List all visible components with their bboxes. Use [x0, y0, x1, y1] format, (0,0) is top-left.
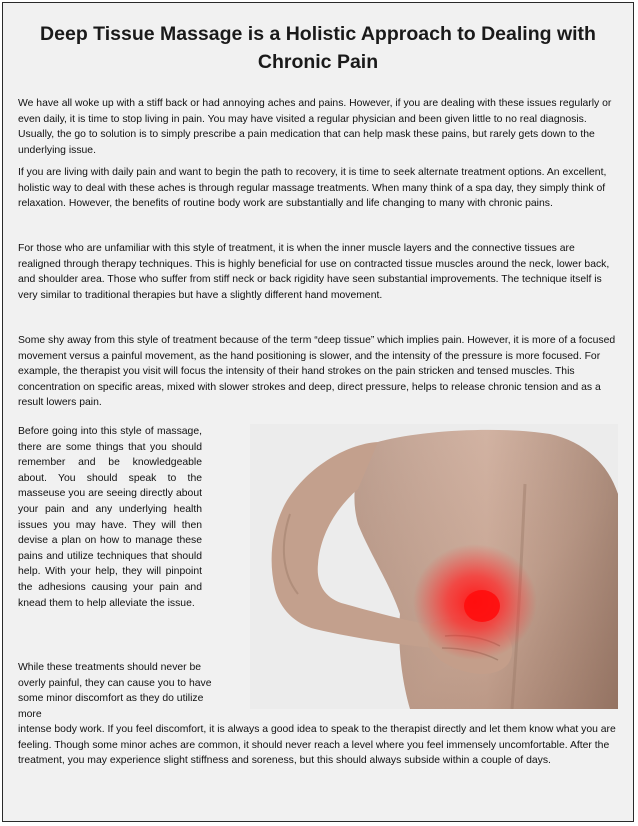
- paragraph-1: We have all woke up with a stiff back or had annoying aches and pains. However, if you are dealing with these issues regularly or even daily, it is time to stop living in pain. You may have visited a regular physician and been given little to no real diagnosis. Usually, the go to solution is to simply prescribe a pain medication that can help mask these pains, but rarely gets down to the underlying issue.: [18, 98, 612, 156]
- paragraph-5: Before going into this style of massage, there are some things that you should remember and be knowledgeable about. You should speak to the masseuse you are seeing directly about your pain and any underlying health issues you may have. They will then devise a plan on how to manage these pains and utilize techniques that should help. With your help, they will pinpoint the adhesions causing your pain and knead them to help alleviate the issue.: [18, 426, 202, 609]
- paragraph-6-start: While these treatments should never be overly painful, they can cause you to have some minor discomfort as they do utilize more: [18, 662, 212, 720]
- paragraph-3: For those who are unfamiliar with this style of treatment, it is when the inner muscle layers and the connective tissues are realigned through therapy techniques. This is highly beneficial for use on contracted tissue muscles around the neck, lower back, and shoulder area. Those who suffer from stiff neck or back rigidity have seen substantial improvements. The technique itself is very similar to traditional therapies but have a slightly different hand movement.: [18, 243, 610, 301]
- paragraph-2: If you are living with daily pain and want to begin the path to recovery, it is time to seek alternate treatment options. An excellent, holistic way to deal with these aches is through regular massage treatments. When many think of a spa day, they simply think of relaxation. However, the benefits of routine body work are substantially and life changing to many with chronic pains.: [18, 167, 607, 210]
- article-title: Deep Tissue Massage is a Holistic Approach to Dealing with Chronic Pain: [40, 23, 596, 73]
- paragraph-6-end: intense body work. If you feel discomfort, it is always a good idea to speak to the therapist directly and let them know what you are feeling. Though some minor aches are common, it should never reach a level where you feel immensely uncomfortable. After the treatment, you may experience slight stiffness and soreness, but this should always subside within a couple of days.: [18, 724, 616, 767]
- paragraph-4: Some shy away from this style of treatment because of the term “deep tissue” which implies pain. However, it is more of a focused movement versus a painful movement, as the hand positioning is slower, and the intensity of the pressure is more focused. For example, the therapist you visit will focus the intensity of their hand strokes on the pain stricken and tensed muscles. This concentration on specific areas, mixed with slower strokes and deep, direct pressure, helps to release chronic tension and as a result lowers pain.: [18, 335, 616, 409]
- back-pain-photo: [250, 424, 618, 709]
